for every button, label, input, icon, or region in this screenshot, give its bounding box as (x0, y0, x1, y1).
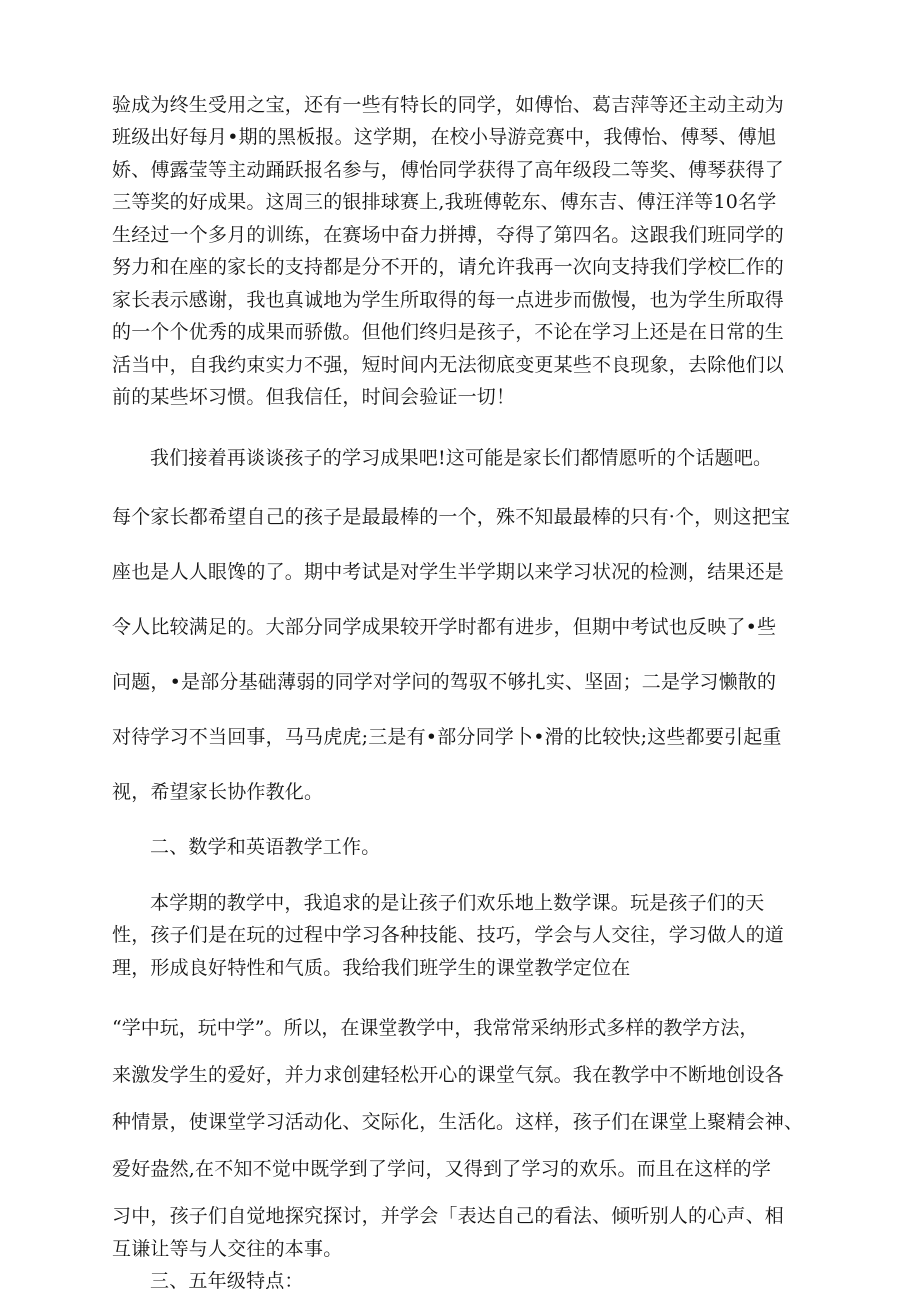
paragraph-line: 验成为终生受用之宝，还有一些有特长的同学，如傅怡、葛吉萍等还主动主动为 (112, 94, 785, 116)
paragraph-line: 性，孩子们是在玩的过程中学习各种技能、技巧，学会与人交往，学习做人的道 (112, 924, 785, 946)
paragraph-line: 努力和在座的家长的支持都是分不开的，请允许我再一次向支持我们学校匚作的 (112, 256, 785, 278)
paragraph-line: 每个家长都希望自己的孩子是最最棒的一个，殊不知最最棒的只有·个，则这把宝 (112, 506, 791, 528)
paragraph-line: 对待学习不当回事，马马虎虎;三是有•部分同学卜•滑的比较快;这些都要引起重 (112, 726, 782, 748)
paragraph-line: 班级出好每月•期的黑板报。这学期，在校小导游竞赛中，我傅怡、傅琴、傅旭 (112, 126, 777, 148)
paragraph-line: 的一个个优秀的成果而骄傲。但他们终归是孩子，不论在学习上还是在日常的生 (112, 321, 785, 343)
paragraph-line: 问题，•是部分基础薄弱的同学对学问的驾驭不够扎实、坚固；二是学习懒散的 (112, 671, 777, 693)
paragraph-line: 前的某些坏习惯。但我信任，时间会验证一切！ (112, 386, 516, 408)
paragraph-line: 视，希望家长协作教化。 (112, 781, 324, 803)
paragraph-line: 令人比较满足的。大部分同学成果较开学时都有进步，但期中考试也反映了•些 (112, 616, 777, 638)
paragraph-line: 生经过一个多月的训练，在赛场中奋力拼搏，夺得了第四名。这跟我们班同学的 (112, 224, 785, 246)
paragraph-line: 家长表示感谢，我也真诚地为学生所取得的每一点进步而傲慢，也为学生所取得 (112, 289, 785, 311)
paragraph-first-line: 本学期的教学中，我追求的是让孩子们欢乐地上数学课。玩是孩子们的天 (150, 892, 765, 914)
paragraph-line: 理，形成良好特性和气质。我给我们班学生的课堂教学定位在 (112, 957, 631, 979)
paragraph-line: 互谦让等与人交往的本事。 (112, 1238, 343, 1260)
paragraph-line: 座也是人人眼馋的了。期中考试是对学生半学期以来学习状况的检测，结果还是 (112, 561, 785, 583)
section-heading: 三、五年级特点： (150, 1270, 304, 1292)
paragraph-line: 三等奖的好成果。这周三的银排球赛上,我班傅乾东、傅东吉、傅汪洋等10名学 (112, 191, 777, 213)
section-heading: 二、数学和英语教学工作。 (150, 836, 381, 858)
paragraph-line: 活当中，自我约束实力不强，短时间内无法彻底变更某些不良现象，去除他们以 (112, 354, 785, 376)
paragraph-line: 习中，孩子们自觉地探究探讨，并学会「表达自己的看法、倾听别人的心声、相 (112, 1205, 785, 1227)
paragraph-line: 来激发学生的爱好，并力求创建轻松开心的课堂气氛。我在教学中不断地创设各 (112, 1064, 785, 1086)
paragraph-line: 爱好盎然,在不知不觉中既学到了学问，又得到了学习的欢乐。而且在这样的学 (112, 1158, 772, 1180)
paragraph-line: 娇、傅露莹等主动踊跃报名参与，傅怡同学获得了高年级段二等奖、傅琴获得了 (112, 159, 785, 181)
paragraph-first-line: 我们接着再谈谈孩子的学习成果吧!这可能是家长们都情愿听的个话题吧。 (150, 447, 773, 469)
paragraph-line: “学中玩，玩中学”。所以，在课堂教学中，我常常采纳形式多样的教学方法， (112, 1017, 759, 1039)
paragraph-line: 种情景，使课堂学习活动化、交际化，生活化。这样，孩子们在课堂上聚精会神、 (112, 1111, 804, 1133)
